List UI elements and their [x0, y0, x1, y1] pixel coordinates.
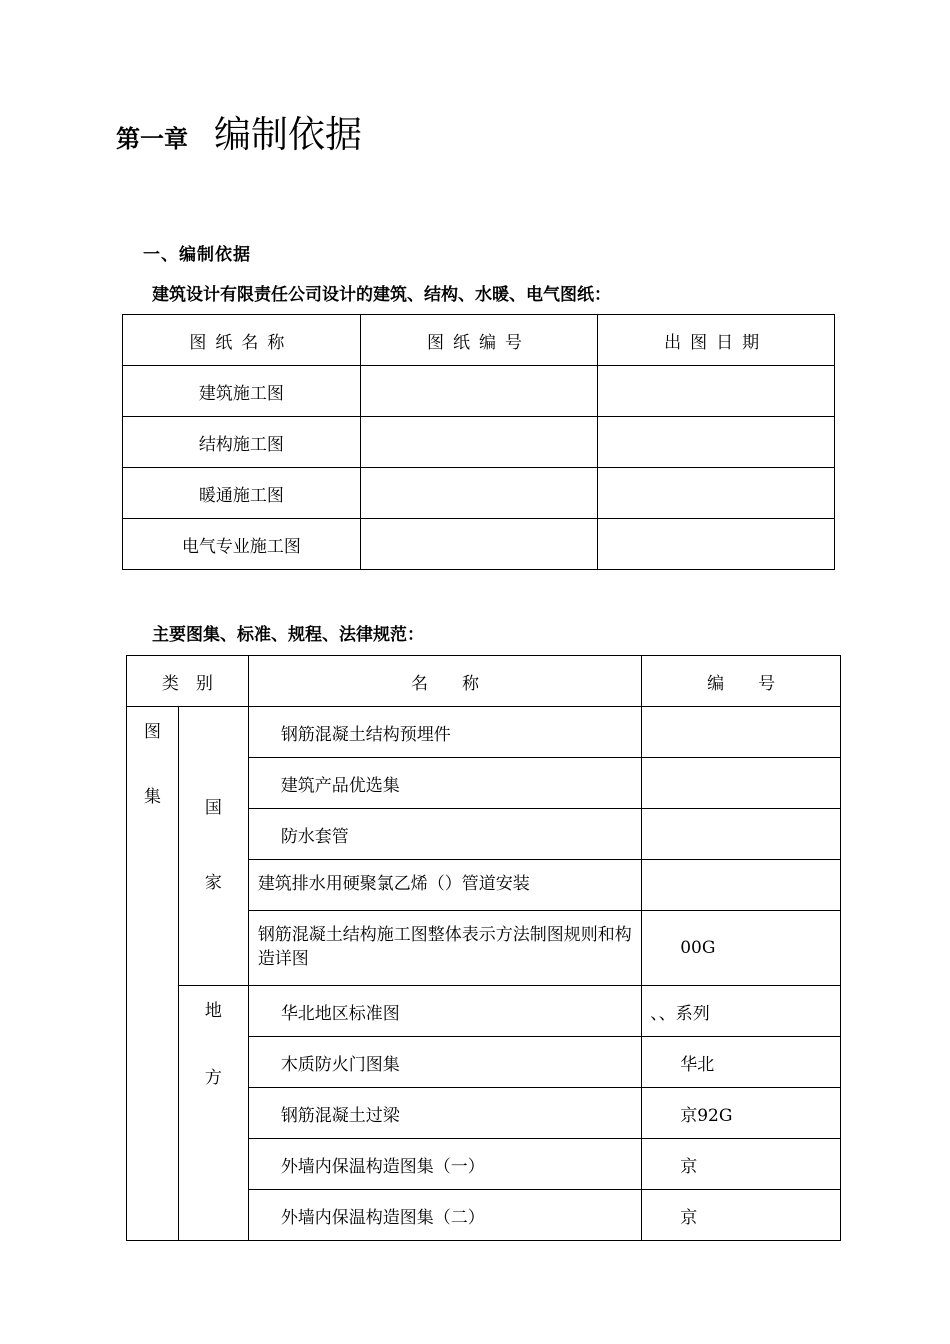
- chapter-number: 第一章: [116, 125, 188, 153]
- standard-name-cell: 建筑产品优选集: [248, 758, 641, 809]
- category-char: 图: [143, 722, 161, 742]
- table-row: [123, 468, 835, 519]
- header-issue-date: 出图日期: [598, 315, 835, 366]
- issue-date-cell: [598, 468, 835, 519]
- standard-name-cell: 木质防火门图集: [248, 1037, 641, 1088]
- standard-code-cell: 、、系列: [642, 986, 841, 1037]
- category-cell-atlas: [127, 707, 179, 1241]
- drawing-name-cell: 电气专业施工图: [123, 519, 361, 570]
- standard-code-cell: [642, 707, 841, 758]
- standard-name-cell: 钢筋混凝土结构预埋件: [248, 707, 641, 758]
- standard-name-cell: 外墙内保温构造图集（一）: [248, 1139, 641, 1190]
- header-drawing-name: 图纸名称: [123, 315, 361, 366]
- header-code: 编 号: [642, 656, 841, 707]
- table-row: [123, 366, 835, 417]
- drawing-number-cell: [360, 468, 598, 519]
- group-char: 家: [204, 873, 222, 893]
- standard-name-cell: 钢筋混凝土过梁: [248, 1088, 641, 1139]
- standard-name-cell: 钢筋混凝土结构施工图整体表示方法制图规则和构造详图: [248, 911, 641, 986]
- table-row: [127, 707, 841, 758]
- category-char: 集: [143, 787, 161, 807]
- drawings-intro: 建筑设计有限责任公司设计的建筑、结构、水暖、电气图纸：: [152, 285, 611, 305]
- standard-code-cell: 华北: [642, 1037, 841, 1088]
- standard-code-cell: [642, 809, 841, 860]
- header-name: 名 称: [248, 656, 641, 707]
- group-cell-national: [178, 707, 248, 986]
- standards-table: [126, 655, 841, 1241]
- group-char: 方: [204, 1068, 222, 1088]
- header-category: 类 别: [127, 656, 249, 707]
- drawing-number-cell: [360, 366, 598, 417]
- standard-code-cell: [642, 860, 841, 911]
- issue-date-cell: [598, 417, 835, 468]
- drawings-table: [122, 314, 835, 570]
- issue-date-cell: [598, 519, 835, 570]
- standard-name-cell: 建筑排水用硬聚氯乙烯（）管道安装: [248, 860, 641, 911]
- chapter-title: 编制依据: [214, 113, 362, 156]
- standard-name-cell: 外墙内保温构造图集（二）: [248, 1190, 641, 1241]
- table-row: [127, 986, 841, 1037]
- drawing-name-cell: 暖通施工图: [123, 468, 361, 519]
- drawing-name-cell: 结构施工图: [123, 417, 361, 468]
- issue-date-cell: [598, 366, 835, 417]
- group-char: 地: [204, 1001, 222, 1021]
- drawing-number-cell: [360, 417, 598, 468]
- standard-code-cell: [642, 758, 841, 809]
- header-drawing-number: 图纸编号: [360, 315, 598, 366]
- standard-code-cell: 00G: [642, 911, 841, 986]
- standard-code-cell: 京: [642, 1190, 841, 1241]
- table-row: [123, 519, 835, 570]
- table-header-row: [127, 656, 841, 707]
- group-cell-local: [178, 986, 248, 1241]
- section-heading: 一、编制依据: [143, 245, 251, 265]
- standard-name-cell: 华北地区标准图: [248, 986, 641, 1037]
- standards-intro: 主要图集、标准、规程、法律规范：: [152, 625, 424, 645]
- standard-code-cell: 京: [642, 1139, 841, 1190]
- table-row: [123, 417, 835, 468]
- drawing-number-cell: [360, 519, 598, 570]
- standard-code-cell: 京92G: [642, 1088, 841, 1139]
- drawing-name-cell: 建筑施工图: [123, 366, 361, 417]
- group-char: 国: [204, 798, 222, 818]
- standard-name-cell: 防水套管: [248, 809, 641, 860]
- table-header-row: [123, 315, 835, 366]
- chapter-heading: [116, 104, 362, 158]
